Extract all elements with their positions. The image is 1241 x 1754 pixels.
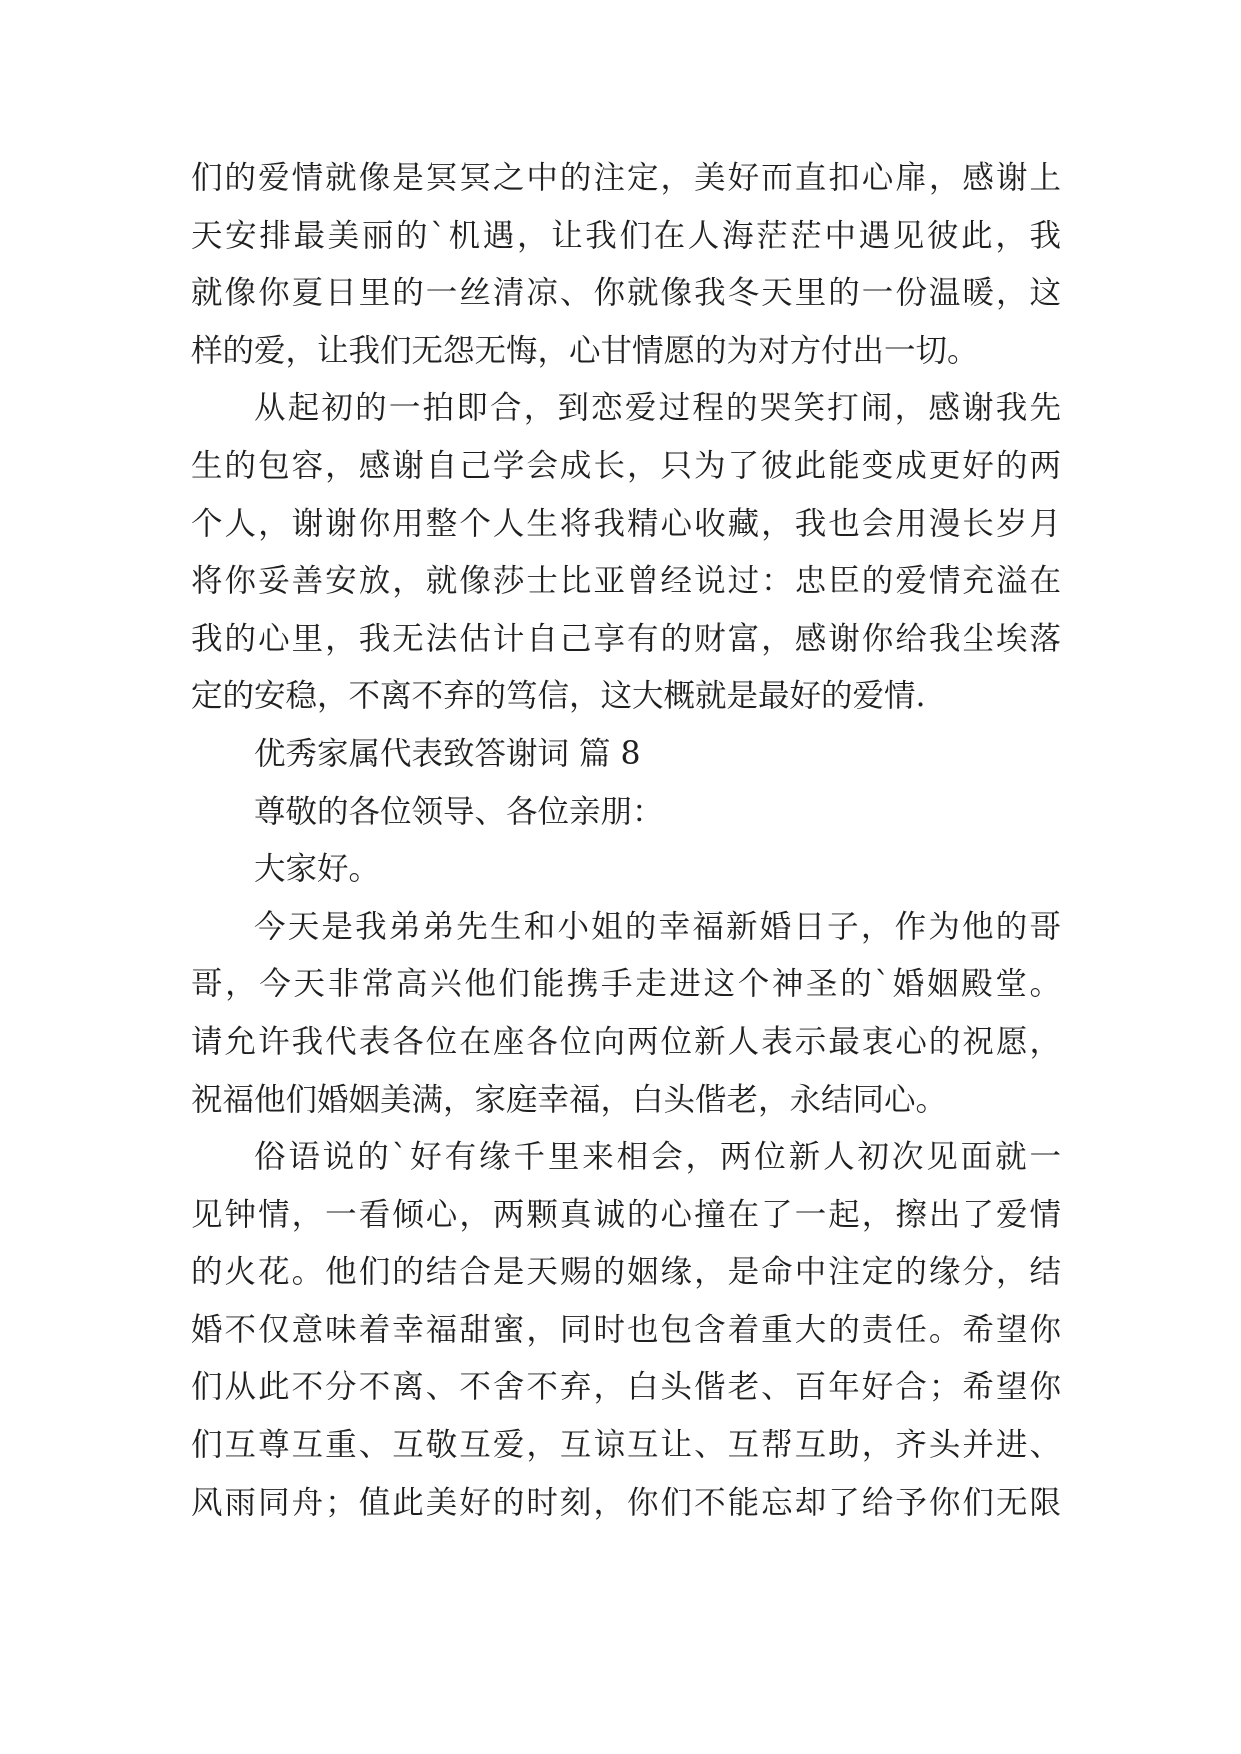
greeting: 大家好。 — [254, 851, 381, 888]
text-line: 风雨同舟；值此美好的时刻，你们不能忘却了给予你们无限 — [191, 1484, 1061, 1521]
paragraph-first-line: 俗语说的`好有缘千里来相会，两位新人初次见面就一 — [254, 1139, 1061, 1176]
salutation: 尊敬的各位领导、各位亲朋： — [254, 793, 664, 830]
paragraph-first-line: 今天是我弟弟先生和小姐的幸福新婚日子，作为他的哥 — [254, 908, 1061, 945]
text-line: 请允许我代表各位在座各位向两位新人表示最衷心的祝愿， — [191, 1023, 1061, 1060]
text-line: 样的爱，让我们无怨无悔，心甘情愿的为对方付出一切。 — [191, 332, 979, 369]
text-line: 生的包容，感谢自己学会成长，只为了彼此能变成更好的两 — [191, 447, 1061, 484]
text-line: 将你妥善安放，就像莎士比亚曾经说过：忠臣的爱情充溢在 — [191, 563, 1061, 600]
section-heading: 优秀家属代表致答谢词 篇 8 — [254, 735, 641, 772]
text-line: 个人，谢谢你用整个人生将我精心收藏，我也会用漫长岁月 — [191, 505, 1061, 542]
text-line: 们互尊互重、互敬互爱，互谅互让、互帮互助，齐头并进、 — [191, 1427, 1061, 1464]
text-line: 们的爱情就像是冥冥之中的注定，美好而直扣心扉，感谢上 — [191, 160, 1061, 196]
text-line: 定的安稳，不离不弃的笃信，这大概就是最好的爱情. — [191, 678, 926, 715]
text-line: 祝福他们婚姻美满，家庭幸福，白头偕老，永结同心。 — [191, 1081, 948, 1118]
text-line: 就像你夏日里的一丝清凉、你就像我冬天里的一份温暖，这 — [191, 275, 1061, 312]
document-body — [191, 150, 1061, 1532]
text-line: 我的心里，我无法估计自己享有的财富，感谢你给我尘埃落 — [191, 620, 1061, 657]
text-line: 们从此不分不离、不舍不弃，白头偕老、百年好合；希望你 — [191, 1369, 1061, 1406]
text-line: 见钟情，一看倾心，两颗真诚的心撞在了一起，擦出了爱情 — [191, 1196, 1061, 1233]
text-line: 的火花。他们的结合是天赐的姻缘，是命中注定的缘分，结 — [191, 1254, 1061, 1291]
text-line: 哥，今天非常高兴他们能携手走进这个神圣的`婚姻殿堂。 — [191, 966, 1061, 1003]
paragraph-first-line: 从起初的一拍即合，到恋爱过程的哭笑打闹，感谢我先 — [254, 390, 1061, 427]
text-line: 婚不仅意味着幸福甜蜜，同时也包含着重大的责任。希望你 — [191, 1311, 1061, 1348]
text-line: 天安排最美丽的`机遇，让我们在人海茫茫中遇见彼此，我 — [191, 217, 1061, 254]
